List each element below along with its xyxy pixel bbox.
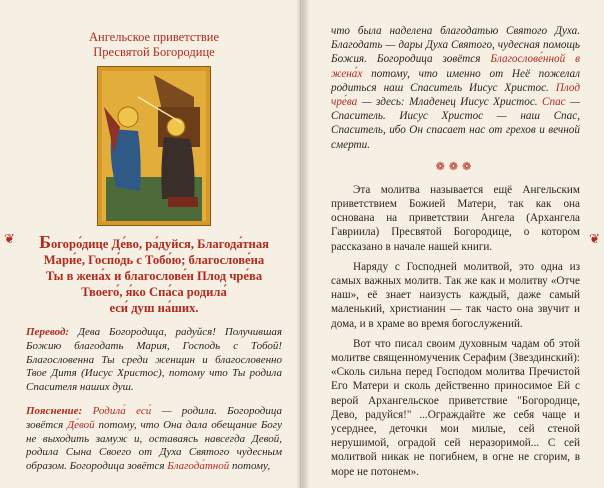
section-ornament: ❁❁❁ xyxy=(435,159,476,173)
paragraph-3: Вот что писал своим духовным чадам об этой молитве священномученик Серафим (Звездинский): «Сколь сильна перед Господом молитва Пречистой Его Матери и сколь действенно приносимое Ей с верой Архангельское приветствие "Богородице, Дево, радуйся!" ...Ограждайте же себя чаще и усерднее, деточки мои милые, сей стеной нерушимой, оградой сей неразоримой... С сей молитвой никак не погибнем, в огне не сгорим, в море не потонем». xyxy=(331,337,580,478)
explanation-text-2: потому, что Она дала обещание Богу не выходить замуж и, оставаясь навсегда Девой, родила Сына Своего от Духа Святого чудесным образом. Богородица зовётся xyxy=(26,418,282,473)
explanation-term-2: Де́вой xyxy=(67,418,95,431)
prayer-line-3: Ты в жена́х и благослове́н Плод чре́ва xyxy=(45,269,263,283)
explanation-continued xyxy=(331,24,580,152)
translation-text: Дева Богородица, радуйся! Получившая Божию благодать Мария, Господь с Тобой! Благословенна Ты среди женщин и благословенно Твое Дитя (Иисус Христос), потому что Ты родила Спасителя наших душ. xyxy=(26,326,282,394)
continued-term-3: Спас xyxy=(542,96,566,109)
continued-term-1: Благослове́нной в жена́х xyxy=(331,53,580,80)
prayer-line-2: Мари́е, Госпо́дь с Тобо́ю; благослове́на xyxy=(43,253,265,267)
explanation-text-3: потому, xyxy=(229,460,271,473)
continued-term-2: Плод чре́ва xyxy=(331,81,580,109)
explanation-term-3: Благода́тной xyxy=(167,460,230,473)
annunciation-icon xyxy=(97,66,211,226)
explanation-note xyxy=(26,405,282,474)
title-line-1: Ангельское приветствие xyxy=(89,30,219,44)
paragraph-1: Эта молитва называется ещё Ангельским приветствием Божией Матери, так как она основана на приветствии Ангела (Архангела Гавриила) Пресвятой Богородице, о котором рассказано в начале нашей книги. xyxy=(331,183,580,253)
explanation-term-1: Родила́ еси́ xyxy=(82,404,152,417)
explanation-text-1: — родила. Богородица зовётся xyxy=(26,404,282,431)
left-page xyxy=(0,0,300,488)
prayer-initial: Б xyxy=(39,232,51,252)
title-line-2: Пресвятой Богородице xyxy=(93,45,215,59)
translation-note xyxy=(26,326,282,395)
continued-text-a: что была наделена благодатью Святого Духа. Благодать — дары Духа Святого, чудесная помощь Божия. Богородица зовётся xyxy=(331,25,580,66)
prayer-line-1: огоро́дице Де́во, ра́дуйся, Благода́тная xyxy=(50,237,269,251)
margin-ornament-right: ❦ xyxy=(589,232,600,247)
prayer-text xyxy=(26,234,282,316)
continued-text-c: — здесь: Младенец Иисус Христос. xyxy=(357,96,543,109)
continued-text-b: потому, что именно от Неё пожелал родиться наш Спаситель Иисус Христос. xyxy=(331,67,580,94)
prayer-line-4: Твоего́, я́ко Спа́са родила́ xyxy=(81,285,227,299)
explanation-label: Пояснение: xyxy=(26,404,83,417)
paragraph-2: Наряду с Господней молитвой, это одна из самых важных молитв. Так же как и молитву «Отче наш», её знает наизусть каждый, даже самый маленький, христианин — так часто она звучит и дома, и в храме во время богослужений. xyxy=(331,260,580,330)
translation-label: Перевод: xyxy=(26,326,70,338)
continued-text-d: — Спаситель. Иисус Христос — наш Спас, Спаситель, ибо Он спасает нас от грехов и вечной смерти. xyxy=(331,96,580,151)
right-page xyxy=(300,0,604,488)
page-title xyxy=(26,30,282,60)
prayer-line-5: еси́ душ на́ших. xyxy=(109,301,199,315)
margin-ornament-left: ❦ xyxy=(4,232,15,247)
